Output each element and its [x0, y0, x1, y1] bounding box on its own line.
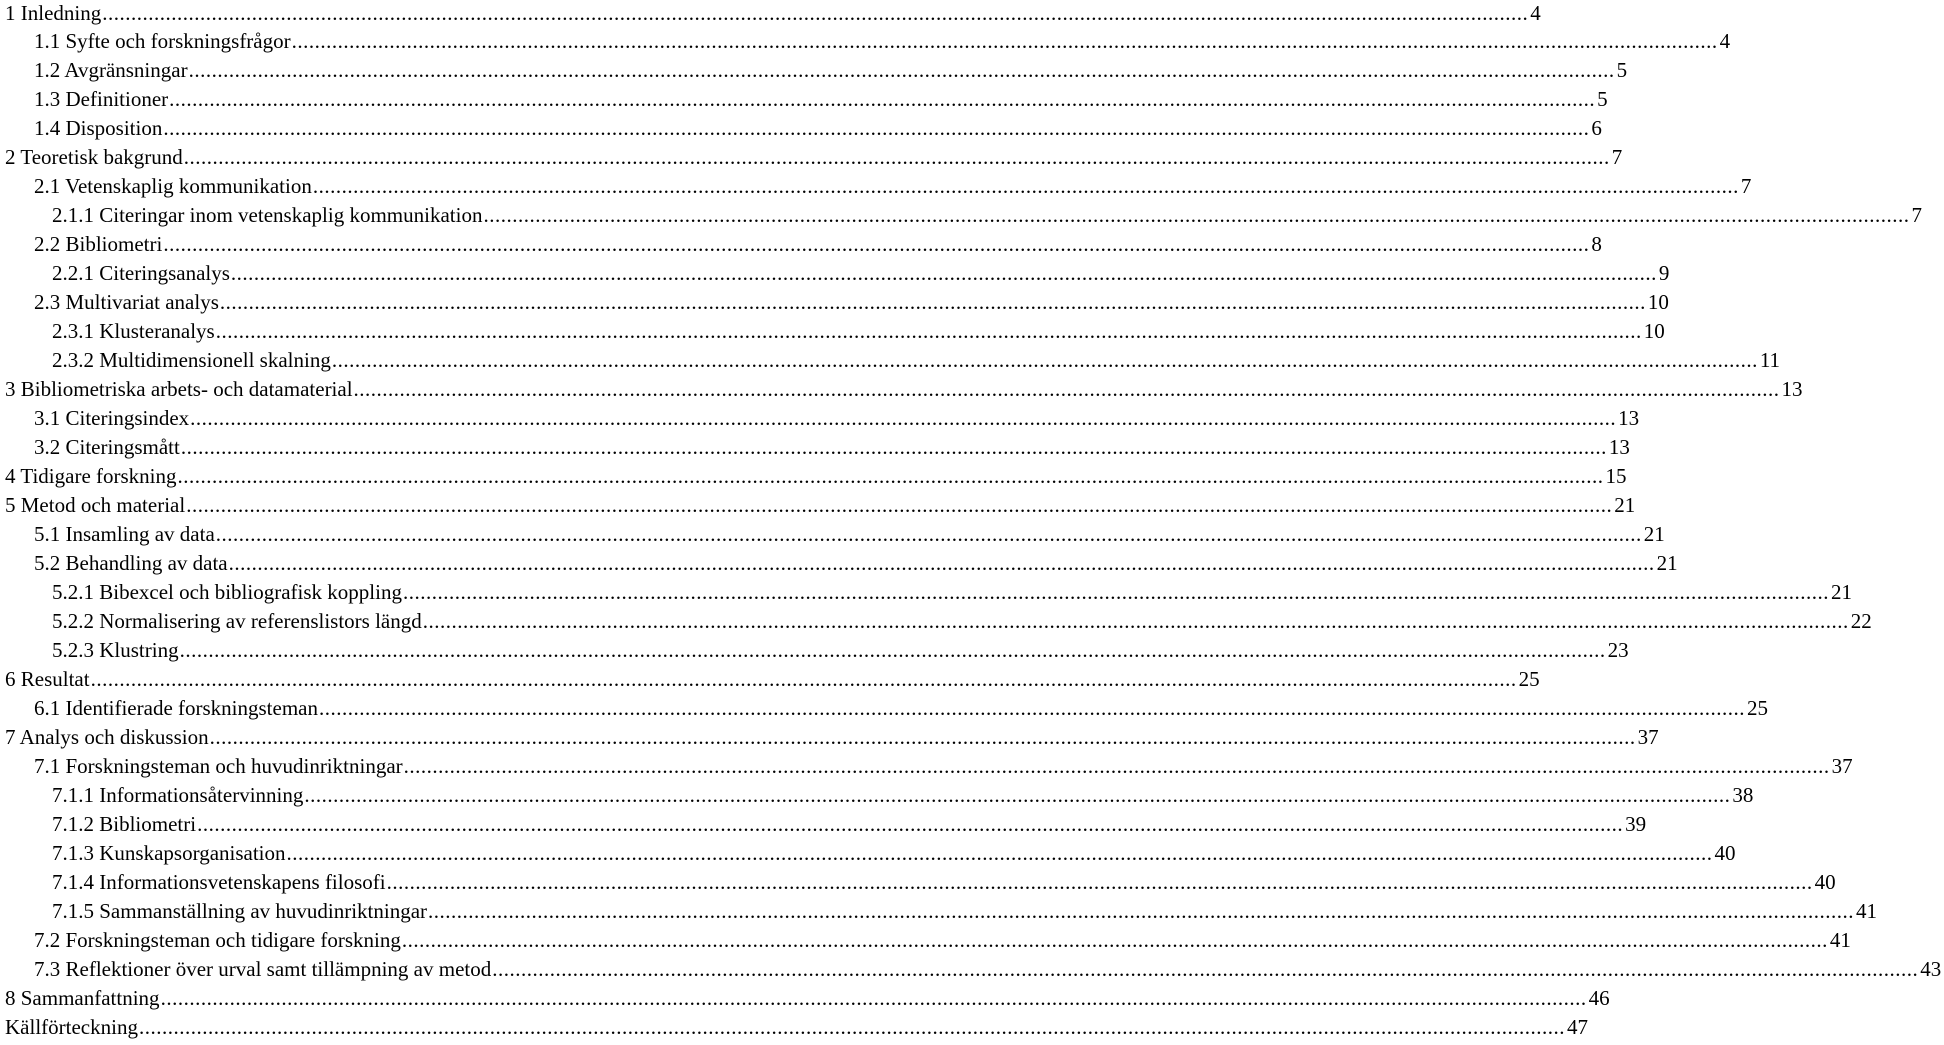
dot-leader	[313, 172, 1739, 201]
dot-leader	[483, 201, 1909, 230]
dot-leader	[387, 868, 1813, 897]
toc-entry-title[interactable]: 5 Metod och material	[5, 493, 186, 517]
toc-entry-title[interactable]: 3.2 Citeringsmått	[34, 435, 180, 459]
toc-entry-page-number: 37	[1831, 754, 1853, 778]
dot-leader	[197, 810, 1623, 839]
toc-entry[interactable]	[0, 607, 1872, 636]
toc-entry-page-number: 41	[1856, 899, 1878, 923]
toc-entry[interactable]	[0, 868, 1836, 897]
dot-leader	[428, 897, 1854, 926]
toc-entry-title[interactable]: 7.1.5 Sammanställning av huvudinriktningar	[52, 899, 428, 923]
toc-entry[interactable]	[0, 317, 1665, 346]
toc-entry-title[interactable]: 6 Resultat	[5, 667, 90, 691]
dot-leader	[169, 85, 1595, 114]
toc-entry[interactable]	[0, 897, 1878, 926]
toc-entry-title[interactable]: 1.1 Syfte och forskningsfrågor	[34, 29, 291, 53]
toc-entry[interactable]	[0, 433, 1630, 462]
dot-leader	[403, 578, 1829, 607]
toc-entry[interactable]	[0, 375, 1803, 404]
dot-leader	[319, 694, 1745, 723]
toc-entry-title[interactable]: 2.1.1 Citeringar inom vetenskaplig kommunikation	[52, 203, 483, 227]
toc-entry-page-number: 25	[1518, 667, 1540, 691]
toc-entry-page-number: 47	[1566, 1015, 1588, 1039]
toc-entry[interactable]	[0, 578, 1852, 607]
toc-entry[interactable]	[0, 346, 1781, 375]
toc-entry-page-number: 21	[1830, 580, 1852, 604]
toc-entry-page-number: 10	[1647, 290, 1669, 314]
toc-entry-page-number: 4	[1530, 1, 1541, 25]
toc-entry-title[interactable]: Källförteckning	[5, 1015, 138, 1039]
toc-entry[interactable]	[0, 288, 1669, 317]
dot-leader	[287, 839, 1713, 868]
toc-entry-title[interactable]: 7.1 Forskningsteman och huvudinriktningar	[34, 754, 403, 778]
toc-entry-title[interactable]: 7.1.3 Kunskapsorganisation	[52, 841, 286, 865]
toc-entry-title[interactable]: 2.3 Multivariat analys	[34, 290, 219, 314]
toc-entry[interactable]	[0, 549, 1678, 578]
dot-leader	[91, 665, 1517, 694]
toc-entry-page-number: 25	[1747, 696, 1768, 720]
toc-entry-title[interactable]: 2.1 Vetenskaplig kommunikation	[34, 174, 312, 198]
dot-leader	[354, 375, 1780, 404]
toc-entry-page-number: 13	[1618, 406, 1640, 430]
toc-entry-title[interactable]: 5.2 Behandling av data	[34, 551, 228, 575]
toc-entry-title[interactable]: 7.2 Forskningsteman och tidigare forskning	[34, 928, 401, 952]
toc-entry-page-number: 13	[1781, 377, 1803, 401]
dot-leader	[210, 723, 1636, 752]
toc-entry-title[interactable]: 2.3.1 Klusteranalys	[52, 319, 215, 343]
toc-entry-page-number: 38	[1732, 783, 1754, 807]
dot-leader	[139, 1013, 1565, 1042]
toc-entry-title[interactable]: 1.4 Disposition	[34, 116, 163, 140]
toc-entry-title[interactable]: 5.2.1 Bibexcel och bibliografisk koppling	[52, 580, 402, 604]
toc-entry-page-number: 37	[1637, 725, 1659, 749]
toc-entry-page-number: 5	[1597, 87, 1608, 111]
toc-entry-title[interactable]: 3.1 Citeringsindex	[34, 406, 190, 430]
toc-entry-page-number: 5	[1616, 58, 1628, 82]
toc-entry-page-number: 43	[1920, 957, 1942, 981]
toc-entry[interactable]	[0, 27, 1731, 56]
toc-entry[interactable]	[0, 955, 1942, 984]
toc-entry-page-number: 23	[1607, 638, 1629, 662]
toc-entry-title[interactable]: 3 Bibliometriska arbets- och datamaterial	[5, 377, 353, 401]
toc-entry[interactable]	[0, 926, 1851, 955]
toc-entry-page-number: 4	[1719, 29, 1731, 53]
toc-entry-title[interactable]: 7.1.2 Bibliometri	[52, 812, 197, 836]
toc-entry[interactable]	[0, 636, 1629, 665]
toc-entry-page-number: 7	[1740, 174, 1752, 198]
toc-entry[interactable]	[0, 201, 1922, 230]
toc-entry[interactable]	[0, 665, 1540, 694]
toc-entry-page-number: 21	[1614, 493, 1636, 517]
toc-entry-title[interactable]: 1.3 Definitioner	[34, 87, 169, 111]
toc-entry-page-number: 6	[1591, 116, 1602, 140]
toc-entry-page-number: 15	[1605, 464, 1627, 488]
toc-entry[interactable]	[0, 462, 1627, 491]
dot-leader	[402, 926, 1828, 955]
toc-entry-title[interactable]: 8 Sammanfattning	[5, 986, 160, 1010]
toc-entry-title[interactable]: 7.3 Reflektioner över urval samt tillämpning av metod	[34, 957, 492, 981]
toc-entry-title[interactable]: 6.1 Identifierade forskningsteman	[34, 696, 318, 720]
dot-leader	[184, 143, 1610, 172]
toc-entry-page-number: 7	[1611, 145, 1623, 169]
toc-entry-page-number: 11	[1759, 348, 1781, 372]
dot-leader	[161, 984, 1587, 1013]
dot-leader	[178, 462, 1604, 491]
toc-entry-title[interactable]: 2.2 Bibliometri	[34, 232, 163, 256]
toc-entry-title[interactable]: 2.2.1 Citeringsanalys	[52, 261, 230, 285]
dot-leader	[163, 230, 1589, 259]
toc-entry-page-number: 8	[1591, 232, 1602, 256]
dot-leader	[189, 56, 1615, 85]
toc-entry-title[interactable]: 2 Teoretisk bakgrund	[5, 145, 183, 169]
dot-leader	[102, 0, 1528, 27]
dot-leader	[404, 752, 1830, 781]
toc-entry-title[interactable]: 7 Analys och diskussion	[5, 725, 209, 749]
toc-entry[interactable]	[0, 1013, 1588, 1042]
toc-entry[interactable]	[0, 56, 1628, 85]
toc-entry-page-number: 21	[1656, 551, 1678, 575]
toc-entry-title[interactable]: 5.2.2 Normalisering av referenslistors längd	[52, 609, 422, 633]
dot-leader	[229, 549, 1655, 578]
dot-leader	[216, 520, 1642, 549]
toc-entry-page-number: 40	[1814, 870, 1836, 894]
toc-entry-page-number: 7	[1911, 203, 1922, 227]
dot-leader	[163, 114, 1589, 143]
toc-entry-page-number: 21	[1643, 522, 1665, 546]
toc-entry-page-number: 39	[1625, 812, 1647, 836]
toc-entry[interactable]	[0, 520, 1665, 549]
toc-entry[interactable]	[0, 491, 1636, 520]
toc-entry[interactable]	[0, 230, 1602, 259]
dot-leader	[304, 781, 1730, 810]
toc-entry-title[interactable]: 7.1.4 Informationsvetenskapens filosofi	[52, 870, 386, 894]
toc-entry[interactable]	[0, 0, 1541, 27]
dot-leader	[220, 288, 1646, 317]
toc-entry[interactable]	[0, 781, 1754, 810]
dot-leader	[292, 27, 1718, 56]
toc-entry-title[interactable]: 4 Tidigare forskning	[5, 464, 177, 488]
toc-entry-title[interactable]: 2.3.2 Multidimensionell skalning	[52, 348, 331, 372]
toc-entry[interactable]	[0, 694, 1768, 723]
dot-leader	[423, 607, 1849, 636]
dot-leader	[216, 317, 1642, 346]
toc-entry-title[interactable]: 1 Inledning	[5, 1, 102, 25]
toc-entry[interactable]	[0, 172, 1752, 201]
toc-entry-page-number: 9	[1658, 261, 1670, 285]
dot-leader	[186, 491, 1612, 520]
toc-entry[interactable]	[0, 839, 1736, 868]
dot-leader	[180, 636, 1606, 665]
toc-entry-page-number: 41	[1829, 928, 1851, 952]
toc-entry-page-number: 40	[1714, 841, 1736, 865]
dot-leader	[181, 433, 1607, 462]
dot-leader	[332, 346, 1758, 375]
toc-entry[interactable]	[0, 752, 1853, 781]
dot-leader	[190, 404, 1616, 433]
toc-entry[interactable]	[0, 85, 1608, 114]
toc-entry-title[interactable]: 7.1.1 Informationsåtervinning	[52, 783, 304, 807]
toc-entry-title[interactable]: 5.1 Insamling av data	[34, 522, 215, 546]
dot-leader	[492, 955, 1918, 984]
toc-entry-page-number: 13	[1608, 435, 1630, 459]
toc-entry[interactable]	[0, 984, 1610, 1013]
toc-entry-page-number: 22	[1850, 609, 1872, 633]
dot-leader	[231, 259, 1657, 288]
toc-entry-title[interactable]: 5.2.3 Klustring	[52, 638, 179, 662]
toc-entry[interactable]	[0, 143, 1623, 172]
toc-entry[interactable]	[0, 810, 1647, 839]
toc-entry-page-number: 10	[1643, 319, 1665, 343]
toc-entry-page-number: 46	[1588, 986, 1610, 1010]
toc-entry[interactable]	[0, 404, 1640, 433]
toc-entry[interactable]	[0, 114, 1602, 143]
toc-entry-title[interactable]: 1.2 Avgränsningar	[34, 58, 188, 82]
toc-entry[interactable]	[0, 723, 1659, 752]
toc-entry[interactable]	[0, 259, 1670, 288]
